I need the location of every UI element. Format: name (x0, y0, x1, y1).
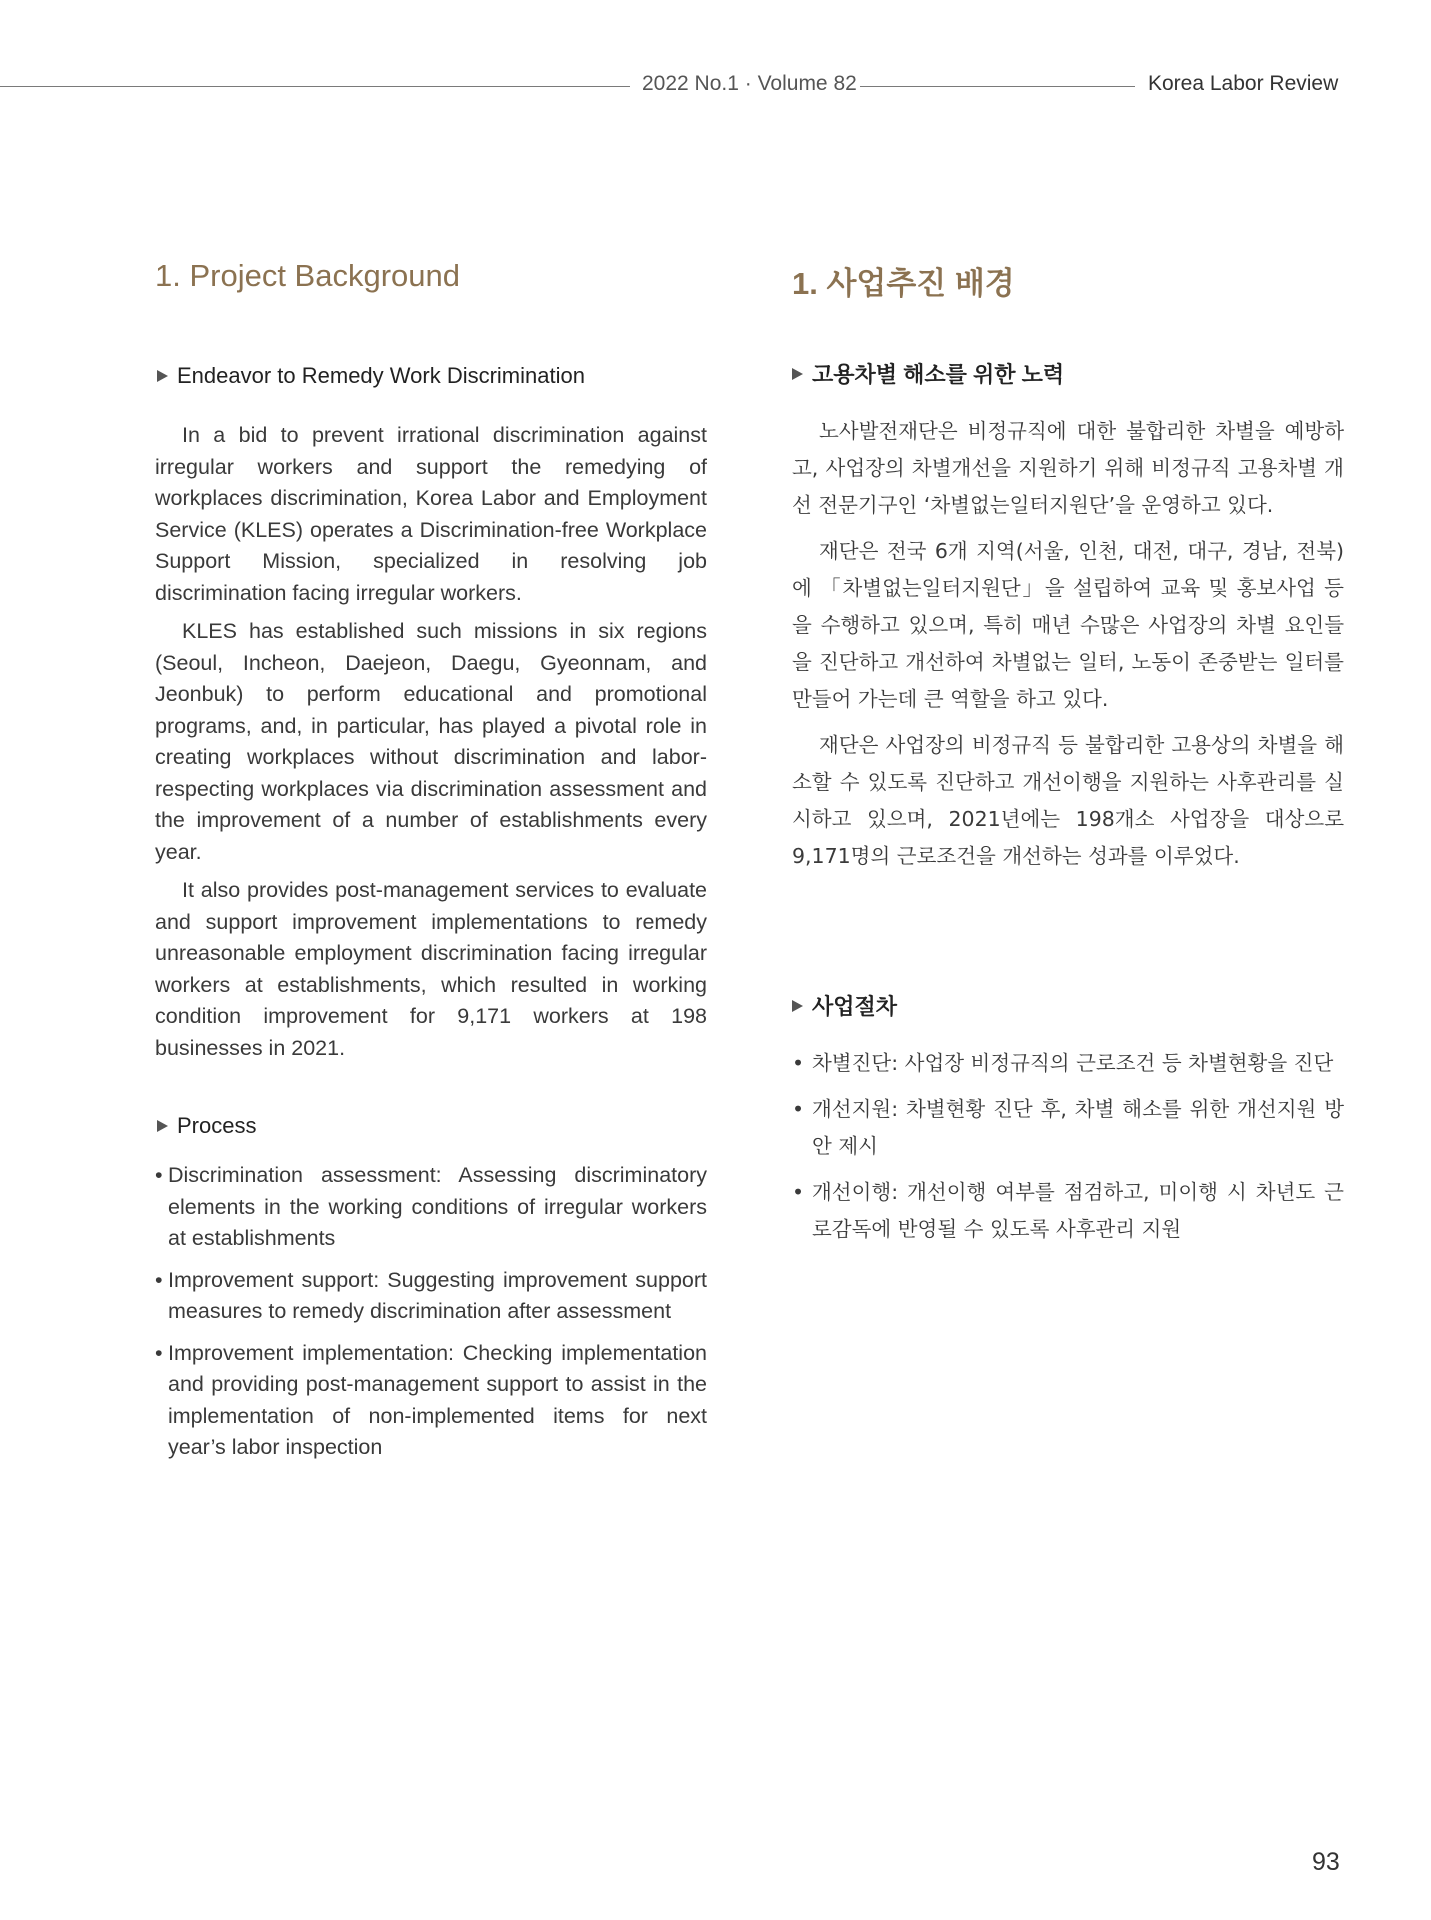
paragraph-ko-3: 재단은 사업장의 비정규직 등 불합리한 고용상의 차별을 해소할 수 있도록 진단하고 개선이행을 지원하는 사후관리를 실시하고 있으며, 2021년에는 198개소 사업장을 대상으로 9,171명의 근로조건을 개선하는 성과를 이루었다. (792, 733, 1344, 868)
list-item: • Improvement implementation: Checking implementation and providing post-management support to assist in the implementation of non-implemented items for next year’s labor inspection (155, 1338, 707, 1464)
triangle-bullet-icon (792, 368, 803, 380)
list-item: • Discrimination assessment: Assessing discriminatory elements in the working conditions of irregular workers at establishments (155, 1160, 707, 1255)
list-item: • Improvement support: Suggesting improvement support measures to remedy discrimination after assessment (155, 1265, 707, 1328)
subheading-process-ko (792, 990, 897, 1021)
triangle-bullet-icon (157, 1120, 168, 1132)
process-list-ko (792, 1045, 1344, 1257)
subheading-discrimination-ko (792, 358, 1064, 389)
journal-title: Korea Labor Review (1148, 72, 1339, 95)
page-number: 93 (1312, 1848, 1340, 1876)
header-rule-left (0, 86, 630, 87)
list-item: • 개선이행: 개선이행 여부를 점검하고, 미이행 시 차년도 근로감독에 반영될 수 있도록 사후관리 지원 (792, 1174, 1344, 1248)
section-title-ko: 1. 사업추진 배경 (792, 266, 1015, 301)
section-title-en: 1. Project Background (155, 258, 461, 293)
subheading-label: Endeavor to Remedy Work Discrimination (177, 363, 585, 388)
triangle-bullet-icon (792, 1000, 803, 1012)
paragraph-ko-1: 노사발전재단은 비정규직에 대한 불합리한 차별을 예방하고, 사업장의 차별개선을 지원하기 위해 비정규직 고용차별 개선 전문기구인 ‘차별없는일터지원단’을 운영하고 있다. (792, 419, 1344, 517)
paragraph-en-3: It also provides post-management services to evaluate and support improvement implementations to remedy unreasonable employment discrimination facing irregular workers at establishments, which resulted in working condition improvement for 9,171 workers at 198 businesses in 2021. (155, 878, 707, 1060)
triangle-bullet-icon (157, 370, 168, 382)
list-item: • 개선지원: 차별현황 진단 후, 차별 해소를 위한 개선지원 방안 제시 (792, 1091, 1344, 1165)
subheading-label: 고용차별 해소를 위한 노력 (812, 362, 1065, 387)
paragraph-en-2: KLES has established such missions in six regions (Seoul, Incheon, Daejeon, Daegu, Gyeonnam, and Jeonbuk) to perform educational and promotional programs, and, in particular, has played a pivotal role in creating workplaces without discrimination and labor-respecting workplaces via discrimination assessment and the improvement of a number of establishments every year. (155, 619, 707, 864)
subheading-process-en (157, 1113, 256, 1139)
paragraph-en-1: In a bid to prevent irrational discrimination against irregular workers and support the remedying of workplaces discrimination, Korea Labor and Employment Service (KLES) operates a Discrimination-free Workplace Support Mission, specialized in resolving job discrimination facing irregular workers. (155, 423, 707, 605)
list-item: • 차별진단: 사업장 비정규직의 근로조건 등 차별현황을 진단 (792, 1045, 1344, 1082)
process-list-en (155, 1160, 707, 1474)
korean-body (792, 413, 1344, 884)
subheading-label: Process (177, 1113, 257, 1138)
subheading-label: 사업절차 (812, 994, 898, 1019)
english-body (155, 420, 707, 1071)
header-rule-right (860, 86, 1135, 87)
issue-label: 2022 No.1 · Volume 82 (642, 72, 857, 95)
paragraph-ko-2: 재단은 전국 6개 지역(서울, 인천, 대전, 대구, 경남, 전북)에 「차별없는일터지원단」을 설립하여 교육 및 홍보사업 등을 수행하고 있으며, 특히 매년 수많은 사업장의 차별 요인들을 진단하고 개선하여 차별없는 일터, 노동이 존중받는 일터를 만들어 가는데 큰 역할을 하고 있다. (792, 539, 1344, 711)
subheading-discrimination-en (157, 363, 585, 389)
